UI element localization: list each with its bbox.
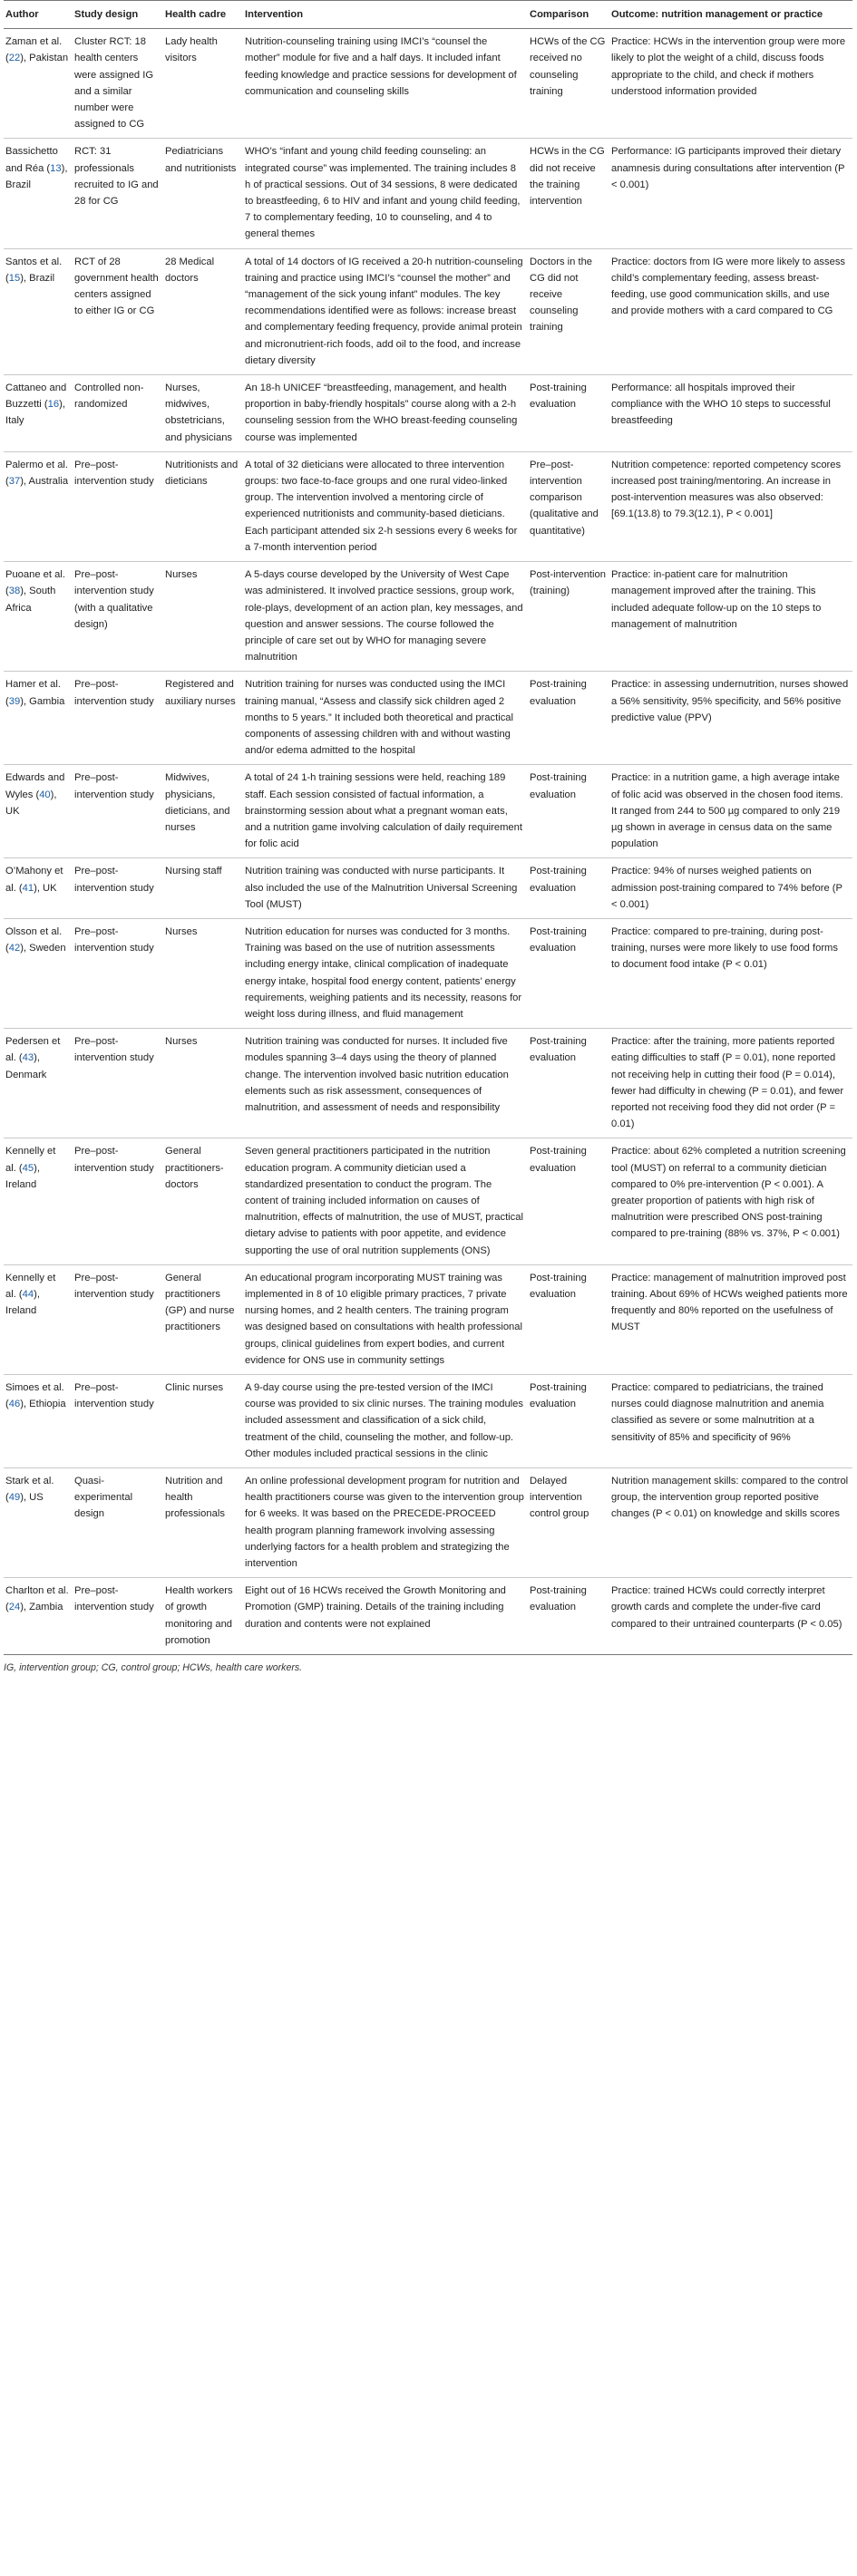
cell-health-cadre: 28 Medical doctors — [163, 248, 243, 374]
author-country: ), Ireland — [5, 1289, 40, 1317]
cell-study-design: Pre–post-intervention study — [73, 765, 163, 858]
cell-outcome: Performance: all hospitals improved their compliance with the WHO 10 steps to successful breastfeeding — [609, 375, 852, 452]
cell-health-cadre: General practitioners-doctors — [163, 1138, 243, 1264]
cell-health-cadre: Nurses, midwives, obstetricians, and physicians — [163, 375, 243, 452]
reference-link[interactable]: 16 — [47, 399, 60, 411]
reference-link[interactable]: 45 — [22, 1162, 34, 1174]
cell-study-design: Pre–post-intervention study — [73, 451, 163, 561]
cell-outcome: Nutrition competence: reported competency scores increased post training/mentoring. An increase in post-intervention measures was also observed: [69.1(13.8) to 79.3(12.1), P < 0.001] — [609, 451, 852, 561]
cell-author — [4, 1138, 73, 1264]
reference-link[interactable]: 39 — [8, 695, 21, 707]
cell-outcome: Performance: IG participants improved their dietary anamnesis during consultations after intervention (P < 0.001) — [609, 139, 852, 248]
cell-intervention: A total of 14 doctors of IG received a 20-h nutrition-counseling training and practice using IMCI’s “counsel the mother” and “management of the sick young infant” modules. The key recommendations identified were as follows: increase breast and complementary feeding frequency, provide animal protein and micronutrient-rich foods, add oil to the food, and increase dietary diversity — [243, 248, 528, 374]
reference-link[interactable]: 37 — [8, 476, 21, 488]
table-header-row — [4, 1, 852, 29]
author-country: ), Pakistan — [20, 53, 69, 64]
header-comparison: Comparison — [528, 1, 609, 29]
reference-link[interactable]: 38 — [8, 586, 21, 597]
cell-study-design: Pre–post-intervention study — [73, 1375, 163, 1468]
cell-author — [4, 375, 73, 452]
author-country: ), Denmark — [5, 1052, 47, 1080]
author-name: Santos et al. ( — [5, 256, 63, 284]
author-name: Edwards and Wyles ( — [5, 772, 65, 800]
table-row — [4, 1138, 852, 1264]
cell-intervention: An educational program incorporating MUST training was implemented in 8 of 10 eligible primary practices, 7 private nursing homes, and 2 health centers. The training program was designed based on consultations with health professional groups, clinical guidelines from expert bodies, and current evidence for ONS use in community settings — [243, 1264, 528, 1374]
cell-comparison: Post-training evaluation — [528, 1578, 609, 1655]
author-name: Palermo et al. ( — [5, 459, 69, 488]
author-country: ), Australia — [20, 476, 69, 488]
author-country: ), Ethiopia — [20, 1399, 66, 1410]
table-row — [4, 858, 852, 919]
author-country: ), UK — [34, 882, 57, 894]
cell-health-cadre: Nutrition and health professionals — [163, 1468, 243, 1578]
author-country: ), Ireland — [5, 1162, 40, 1190]
cell-comparison: HCWs of the CG received no counseling training — [528, 29, 609, 139]
cell-outcome: Practice: about 62% completed a nutrition screening tool (MUST) on referral to a community dietician compared to 0% pre-intervention (P < 0.001). A greater proportion of patients with high risk of malnutrition were prescribed ONS post-training compared to pre-training (88% vs. 37%, P < 0.001) — [609, 1138, 852, 1264]
cell-study-design: Cluster RCT: 18 health centers were assigned IG and a similar number were assigned to CG — [73, 29, 163, 139]
cell-comparison: Delayed intervention control group — [528, 1468, 609, 1578]
author-country: ), Zambia — [20, 1602, 63, 1613]
cell-comparison: Post-training evaluation — [528, 765, 609, 858]
cell-outcome: Practice: HCWs in the intervention group were more likely to plot the weight of a child, discuss foods appropriate to the child, and check if mothers understood information provided — [609, 29, 852, 139]
cell-health-cadre: Nurses — [163, 1029, 243, 1138]
studies-table — [4, 0, 852, 1655]
author-name: Kennelly et al. ( — [5, 1146, 56, 1174]
cell-author — [4, 562, 73, 672]
cell-intervention: A total of 32 dieticians were allocated to three intervention groups: two face-to-face groups and one rural video-linked group. The intervention involved a mentoring circle of experienced nutritionists and community-based dieticians. Each participant attended six 2-h sessions every 6 weeks for a 7-month intervention period — [243, 451, 528, 561]
author-name: Zaman et al. ( — [5, 36, 63, 64]
author-name: Olsson et al. ( — [5, 925, 63, 954]
table-row — [4, 29, 852, 139]
cell-comparison: Post-training evaluation — [528, 858, 609, 919]
author-name: O’Mahony et al. ( — [5, 866, 63, 894]
cell-intervention: An online professional development program for nutrition and health practitioners course was given to the intervention group for 6 weeks. It was based on the PRECEDE-PROCEED health program planning framework involving assessing underlying factors for a health problem and strategizing the intervention — [243, 1468, 528, 1578]
cell-study-design: Pre–post-intervention study — [73, 1029, 163, 1138]
table-row — [4, 248, 852, 374]
cell-intervention: Eight out of 16 HCWs received the Growth Monitoring and Promotion (GMP) training. Details of the training including duration and contents were not explained — [243, 1578, 528, 1655]
table-row — [4, 562, 852, 672]
cell-comparison: Pre–post-intervention comparison (qualitative and quantitative) — [528, 451, 609, 561]
cell-study-design: Pre–post-intervention study — [73, 858, 163, 919]
cell-outcome: Practice: in a nutrition game, a high average intake of folic acid was observed in the chosen food items. It ranged from 244 to 500 µg compared to only 219 µg shown in average in census data on the same population — [609, 765, 852, 858]
author-country: ), US — [20, 1492, 44, 1504]
author-country: ), Italy — [5, 399, 65, 427]
cell-author — [4, 1029, 73, 1138]
cell-comparison: HCWs in the CG did not receive the training intervention — [528, 139, 609, 248]
cell-health-cadre: Midwives, physicians, dieticians, and nurses — [163, 765, 243, 858]
cell-study-design: Quasi-experimental design — [73, 1468, 163, 1578]
cell-health-cadre: Registered and auxiliary nurses — [163, 672, 243, 765]
cell-outcome: Practice: after the training, more patients reported eating difficulties to staff (P = 0.01), none reported not receiving help in cutting their food (P = 0.014), fewer had difficulty in chewing (P = 0.01), and fewer reported not receiving food they did not order (P = 0.01) — [609, 1029, 852, 1138]
cell-intervention: A total of 24 1-h training sessions were held, reaching 189 staff. Each session consisted of factual information, a brainstorming session about what a pregnant woman eats, and a nutrition game involving calculation of daily requirement for folic acid — [243, 765, 528, 858]
header-study-design: Study design — [73, 1, 163, 29]
cell-outcome: Nutrition management skills: compared to the control group, the intervention group reported positive changes (P < 0.01) on knowledge and skills scores — [609, 1468, 852, 1578]
cell-health-cadre: Lady health visitors — [163, 29, 243, 139]
cell-author — [4, 672, 73, 765]
table-row — [4, 1375, 852, 1468]
cell-outcome: Practice: compared to pediatricians, the trained nurses could diagnose malnutrition and anemia classified as severe or some malnutrition at a sensitivity of 85% and specificity of 96% — [609, 1375, 852, 1468]
cell-intervention: Nutrition education for nurses was conducted for 3 months. Training was based on the use of nutrition assessments including energy intake, clinical complication of inadequate energy intake, hospital food energy content, patients’ energy requirements, weighing patients and its necessity, reasons for weight loss during illness, and fluid management — [243, 918, 528, 1028]
reference-link[interactable]: 49 — [8, 1492, 21, 1504]
table-row — [4, 918, 852, 1028]
cell-study-design: Pre–post-intervention study — [73, 1138, 163, 1264]
cell-intervention: A 5-days course developed by the University of West Cape was administered. It involved practice sessions, group work, role-plays, development of an action plan, key messages, and question and answer sessions. The course followed the principle of care set out by WHO for managing severe malnutrition — [243, 562, 528, 672]
cell-author — [4, 248, 73, 374]
cell-study-design: RCT: 31 professionals recruited to IG and 28 for CG — [73, 139, 163, 248]
author-country: ), Brazil — [20, 272, 55, 284]
author-name: Bassichetto and Réa ( — [5, 146, 58, 174]
cell-outcome: Practice: management of malnutrition improved post training. About 69% of HCWs weighed patients more frequently and 80% reported on the usefulness of MUST — [609, 1264, 852, 1374]
cell-author — [4, 29, 73, 139]
cell-intervention: Nutrition-counseling training using IMCI’s “counsel the mother” module for five and a half days. It included infant feeding knowledge and practice sessions for development of communication and counseling skills — [243, 29, 528, 139]
author-country: ), UK — [5, 789, 57, 817]
reference-link[interactable]: 40 — [39, 789, 51, 800]
author-name: Kennelly et al. ( — [5, 1272, 56, 1301]
cell-outcome: Practice: 94% of nurses weighed patients on admission post-training compared to 74% before (P < 0.001) — [609, 858, 852, 919]
cell-intervention: WHO’s “infant and young child feeding counseling: an integrated course” was implemented. The training includes 8 h of practical sessions. Out of 34 sessions, 8 were dedicated to breastfeeding, 6 to HIV and infant and young child feeding, 7 to complementary feeding, 10 to counseling, and 4 to general themes — [243, 139, 528, 248]
author-name: Hamer et al. ( — [5, 679, 61, 707]
table-row — [4, 1029, 852, 1138]
author-country: ), Brazil — [5, 162, 68, 190]
cell-author — [4, 765, 73, 858]
table-row — [4, 672, 852, 765]
cell-author — [4, 918, 73, 1028]
cell-study-design: Pre–post-intervention study (with a qualitative design) — [73, 562, 163, 672]
cell-intervention: An 18-h UNICEF “breastfeeding, management, and health proportion in baby-friendly hospitals” course along with a 2-h counseling session from the WHO breast-feeding counseling course was implemented — [243, 375, 528, 452]
cell-author — [4, 858, 73, 919]
cell-outcome: Practice: in-patient care for malnutrition management improved after the training. This included adequate follow-up on the 10 steps to management of malnutrition — [609, 562, 852, 672]
cell-comparison: Post-training evaluation — [528, 672, 609, 765]
cell-comparison: Post-training evaluation — [528, 1138, 609, 1264]
cell-comparison: Post-training evaluation — [528, 1029, 609, 1138]
author-name: Stark et al. ( — [5, 1476, 54, 1504]
header-author: Author — [4, 1, 73, 29]
author-name: Simoes et al. ( — [5, 1382, 64, 1410]
cell-comparison: Post-training evaluation — [528, 1264, 609, 1374]
reference-link[interactable]: 13 — [50, 162, 62, 174]
header-intervention: Intervention — [243, 1, 528, 29]
reference-link[interactable]: 24 — [8, 1602, 21, 1613]
cell-author — [4, 1468, 73, 1578]
cell-health-cadre: Clinic nurses — [163, 1375, 243, 1468]
cell-author — [4, 451, 73, 561]
author-country: ), Gambia — [20, 695, 65, 707]
cell-health-cadre: Pediatricians and nutritionists — [163, 139, 243, 248]
cell-outcome: Practice: in assessing undernutrition, nurses showed a 56% sensitivity, 95% specificity, and 56% positive predictive value (PPV) — [609, 672, 852, 765]
author-name: Charlton et al. ( — [5, 1585, 69, 1613]
cell-comparison: Post-training evaluation — [528, 375, 609, 452]
table-footnote: IG, intervention group; CG, control group; HCWs, health care workers. — [4, 1662, 303, 1674]
header-outcome: Outcome: nutrition management or practice — [609, 1, 852, 29]
cell-outcome: Practice: compared to pre-training, during post-training, nurses were more likely to use food forms to document food intake (P < 0.01) — [609, 918, 852, 1028]
table-row — [4, 1264, 852, 1374]
reference-link[interactable]: 43 — [22, 1052, 34, 1064]
cell-health-cadre: Nutritionists and dieticians — [163, 451, 243, 561]
reference-link[interactable]: 22 — [8, 53, 21, 64]
table-row — [4, 375, 852, 452]
cell-comparison: Post-training evaluation — [528, 1375, 609, 1468]
header-health-cadre: Health cadre — [163, 1, 243, 29]
cell-intervention: Nutrition training was conducted with nurse participants. It also included the use of the Malnutrition Universal Screening Tool (MUST) — [243, 858, 528, 919]
cell-study-design: Pre–post-intervention study — [73, 1578, 163, 1655]
author-country: ), Sweden — [20, 943, 66, 954]
cell-intervention: Nutrition training was conducted for nurses. It included five modules spanning 3–4 days using the theory of planned change. The intervention involved basic nutrition education elements such as risk assessment, consequences of malnutrition, and assessment of needs and responsibility — [243, 1029, 528, 1138]
reference-link[interactable]: 42 — [8, 943, 21, 954]
table-row — [4, 139, 852, 248]
cell-health-cadre: General practitioners (GP) and nurse practitioners — [163, 1264, 243, 1374]
author-country: ), South Africa — [5, 586, 56, 614]
table-row — [4, 1468, 852, 1578]
author-name: Pedersen et al. ( — [5, 1036, 61, 1064]
cell-comparison: Doctors in the CG did not receive counseling training — [528, 248, 609, 374]
cell-author — [4, 1578, 73, 1655]
cell-intervention: Seven general practitioners participated in the nutrition education program. A community dietician used a standardized presentation to conduct the program. The content of training included information on causes of malnutrition, effects of malnutrition, the use of MUST, practical dietary advise to patients with poor appetite, and evidence supporting the use of oral nutrition supplements (ONS) — [243, 1138, 528, 1264]
author-name: Cattaneo and Buzzetti ( — [5, 383, 67, 411]
table-row — [4, 451, 852, 561]
cell-intervention: Nutrition training for nurses was conducted using the IMCI training manual, “Assess and classify sick children aged 2 months to 5 years.” It included both theoretical and practical components of assessing children with and without wasting and/or edema admitted to the hospital — [243, 672, 528, 765]
cell-health-cadre: Health workers of growth monitoring and promotion — [163, 1578, 243, 1655]
author-name: Puoane et al. ( — [5, 569, 65, 597]
cell-health-cadre: Nursing staff — [163, 858, 243, 919]
cell-health-cadre: Nurses — [163, 562, 243, 672]
cell-author — [4, 1264, 73, 1374]
cell-comparison: Post-training evaluation — [528, 918, 609, 1028]
cell-study-design: Pre–post-intervention study — [73, 918, 163, 1028]
table-body — [4, 29, 852, 1655]
cell-outcome: Practice: trained HCWs could correctly interpret growth cards and complete the under-five card compared to their untrained counterparts (P < 0.05) — [609, 1578, 852, 1655]
reference-link[interactable]: 41 — [22, 882, 34, 894]
table-row — [4, 1578, 852, 1655]
cell-comparison: Post-intervention (training) — [528, 562, 609, 672]
cell-health-cadre: Nurses — [163, 918, 243, 1028]
cell-study-design: Controlled non-randomized — [73, 375, 163, 452]
cell-study-design: Pre–post-intervention study — [73, 1264, 163, 1374]
cell-outcome: Practice: doctors from IG were more likely to assess child’s complementary feeding, assess breast-feeding, use good communication skills, and use and provide mothers with a card compared to CG — [609, 248, 852, 374]
table-row — [4, 765, 852, 858]
cell-intervention: A 9-day course using the pre-tested version of the IMCI course was provided to six clinic nurses. The training modules included assessment and classification of a sick child, treatment of the child, counseling the mother, and follow-up. Other modules included practical sessions in the clinic — [243, 1375, 528, 1468]
cell-author — [4, 1375, 73, 1468]
cell-study-design: RCT of 28 government health centers assigned to either IG or CG — [73, 248, 163, 374]
reference-link[interactable]: 15 — [8, 272, 21, 284]
cell-study-design: Pre–post-intervention study — [73, 672, 163, 765]
cell-author — [4, 139, 73, 248]
reference-link[interactable]: 46 — [8, 1399, 21, 1410]
reference-link[interactable]: 44 — [22, 1289, 34, 1301]
